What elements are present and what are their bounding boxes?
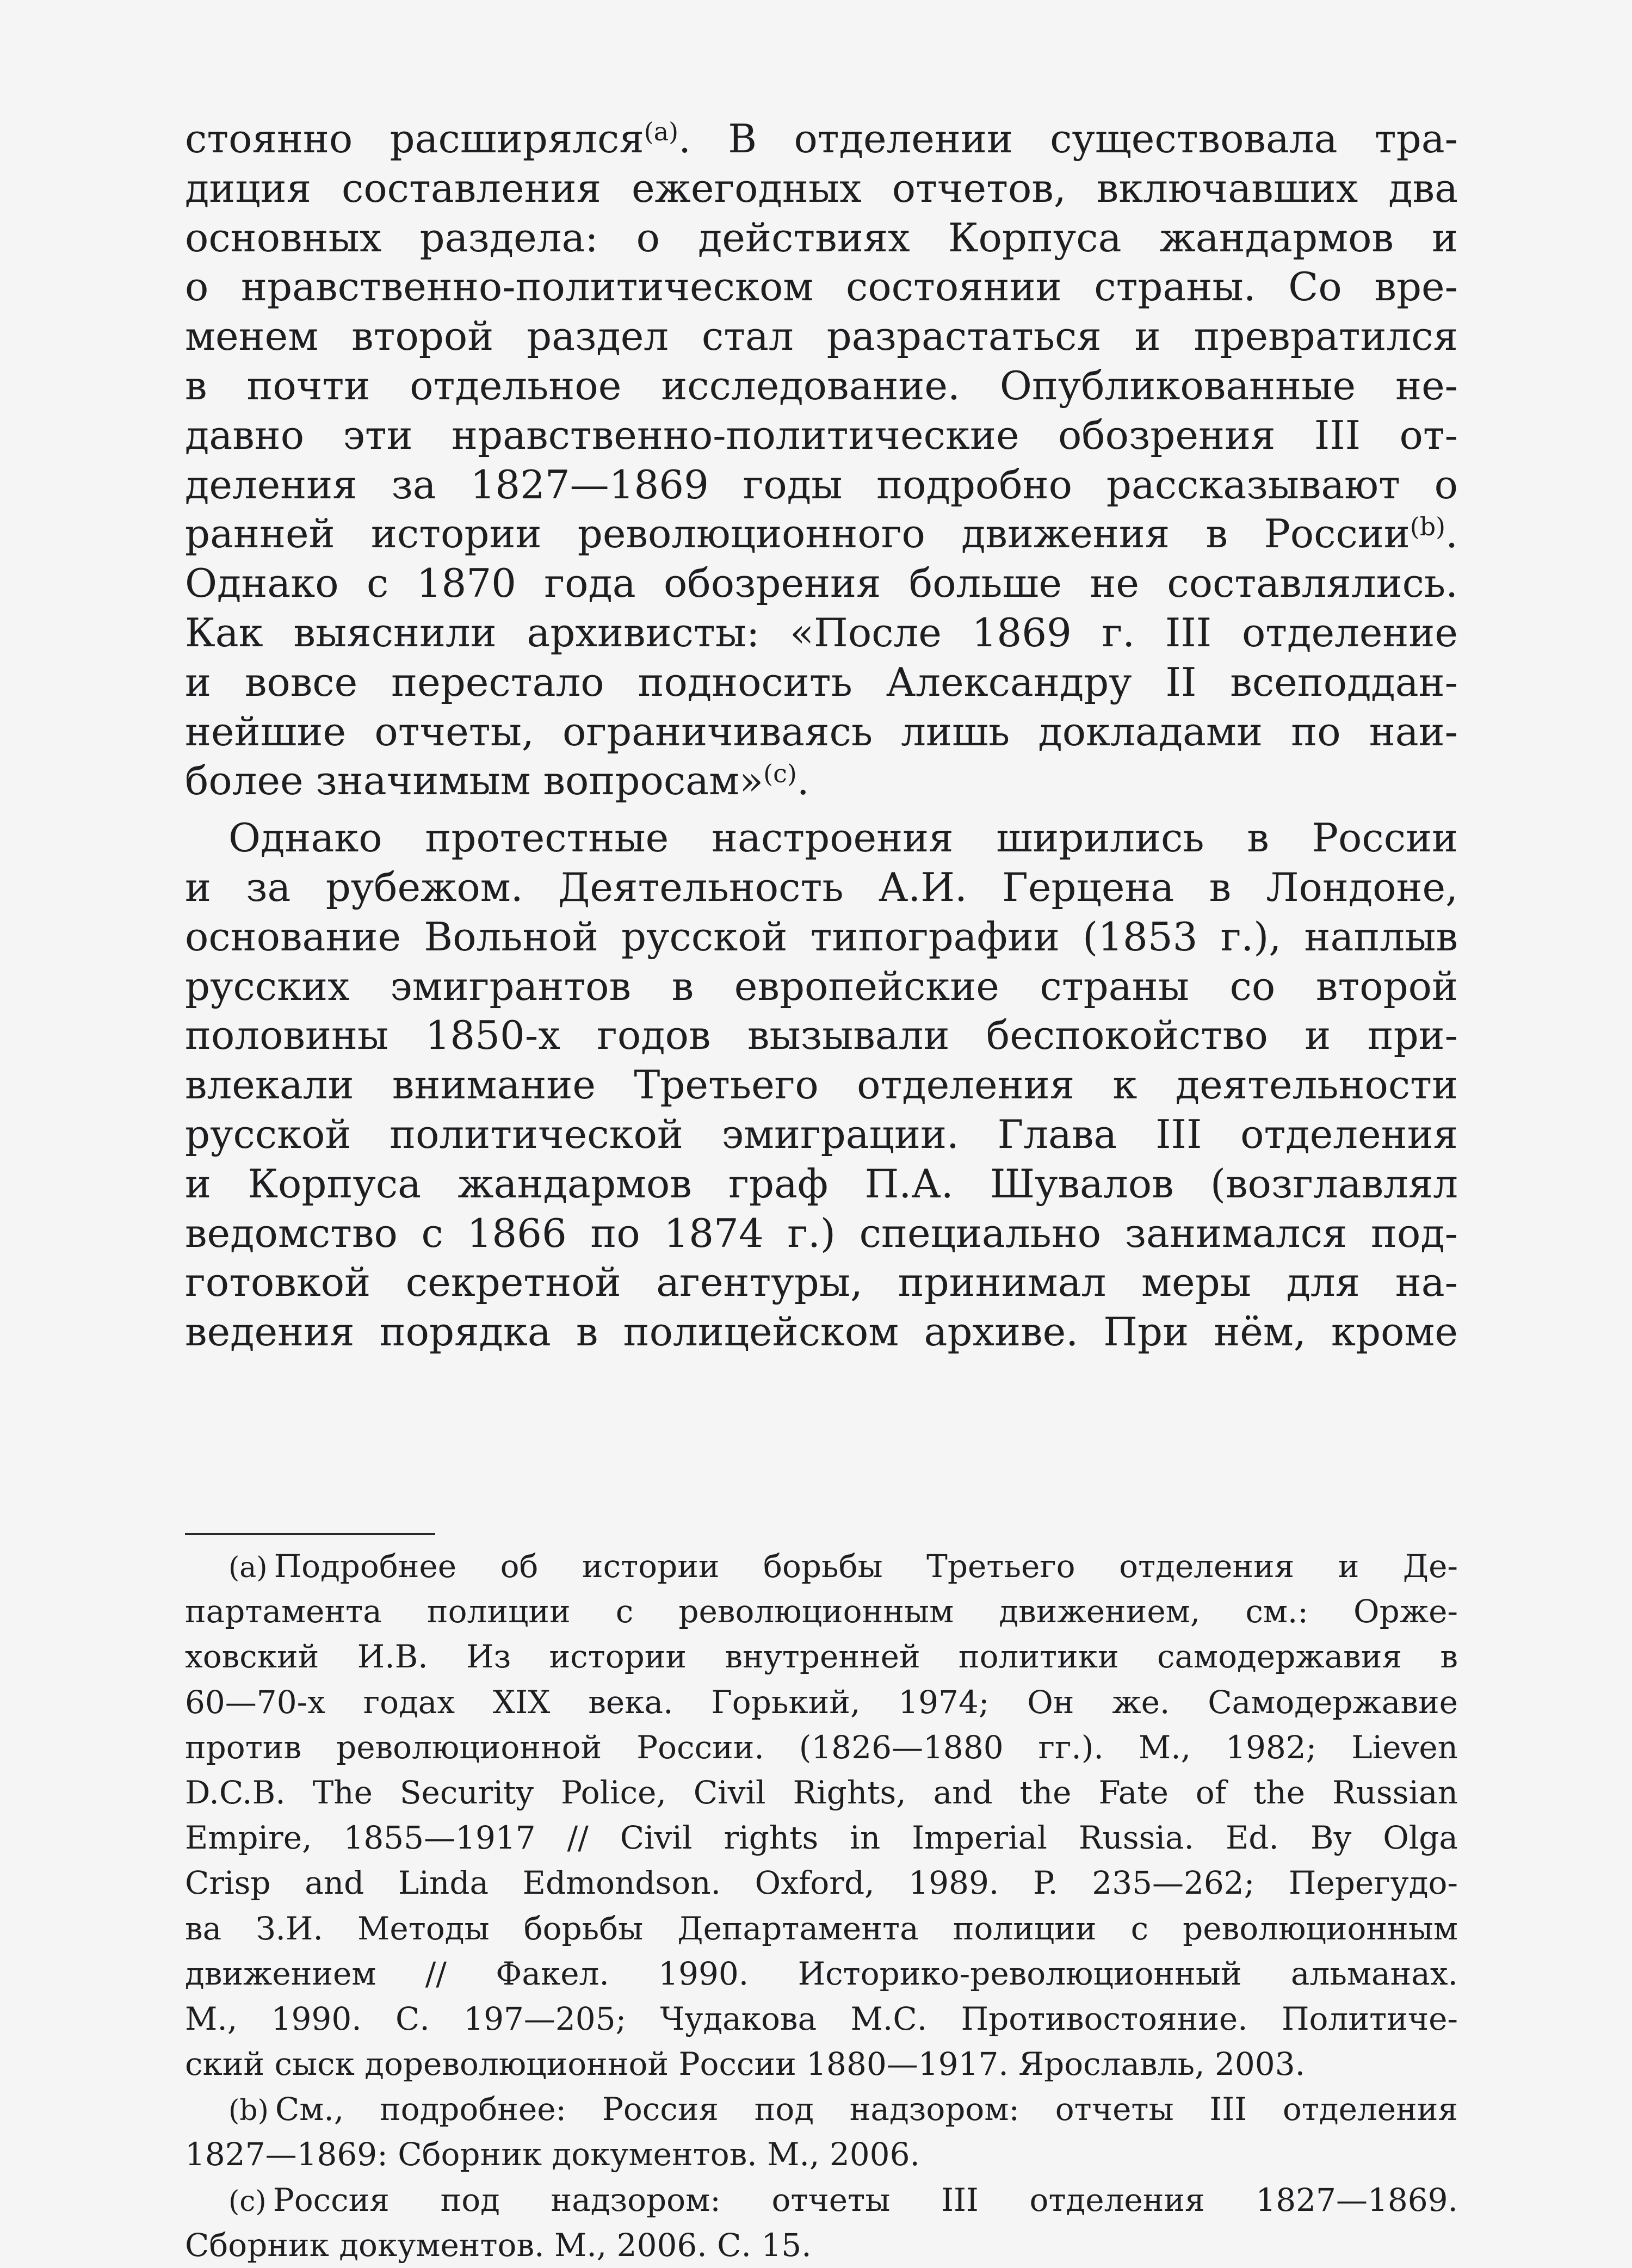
footnote-line: партамента полиции с революционным движением, см.: Орже- [185,1593,1458,1630]
text-line: ведения порядка в полицейском архиве. При нём, кроме [185,1309,1458,1355]
footnote-mark: (c) [228,2185,267,2218]
text-fragment: более значимым вопросам» [185,758,764,804]
text-fragment: . [1445,511,1458,557]
footnote-b [185,2087,1458,2177]
footnote-line: 60—70-х годах XIX века. Горький, 1974; Он же. Самодержавие [185,1683,1458,1721]
text-line [185,756,1458,806]
text-fragment: ранней истории революционного движения в России [185,511,1410,557]
footnote-ref-b[interactable]: (b) [1410,512,1446,542]
footnote-line: 1827—1869: Сборник документов. М., 2006. [185,2136,920,2173]
text-line: и за рубежом. Деятельность А.И. Герцена в Лондоне, [185,864,1458,910]
text-line: Как выяснили архивисты: «После 1869 г. III отделение [185,609,1458,656]
text-line: нейшие отчеты, ограничиваясь лишь докладами по наи- [185,708,1458,755]
footnote-line: М., 1990. С. 197—205; Чудакова М.С. Противостояние. Политиче- [185,2000,1458,2037]
paragraph-1 [185,114,1458,806]
footnote-line [185,2087,1458,2132]
text-line: деления за 1827—1869 годы подробно рассказывают о [185,461,1458,508]
main-text [185,114,1458,1357]
footnotes [185,1544,1458,2268]
footnote-separator [185,1533,435,1535]
footnote-mark: (b) [228,2094,269,2128]
text-line: половины 1850-х годов вызывали беспокойство и при- [185,1012,1458,1059]
footnote-line: ский сыск дореволюционной России 1880—1917. Ярославль, 2003. [185,2045,1306,2083]
footnote-line: ховский И.В. Из истории внутренней политики самодержавия в [185,1638,1458,1676]
footnote-c [185,2178,1458,2268]
text-line: и вовсе перестало подносить Александру II всеподдан- [185,659,1458,705]
book-page [185,114,1458,2264]
footnote-line: Сборник документов. М., 2006. С. 15. [185,2226,812,2264]
footnote-line [185,1544,1458,1589]
footnote-line: D.C.B. The Security Police, Civil Rights, and the Fate of the Russian [185,1773,1458,1811]
text-line: Однако протестные настроения ширились в России [228,815,1458,861]
text-line: русских эмигрантов в европейские страны со второй [185,963,1458,1009]
text-fragment: См., подробнее: Россия под надзором: отчеты III отделения [275,2091,1458,2128]
text-fragment: Подробнее об истории борьбы Третьего отделения и Де- [274,1548,1458,1585]
footnote-a [185,1544,1458,2087]
text-line: ведомство с 1866 по 1874 г.) специально занимался под- [185,1210,1458,1256]
footnote-line: движением // Факел. 1990. Историко-революционный альманах. [185,1955,1458,1992]
footnote-ref-c[interactable]: (c) [763,759,797,789]
text-line: давно эти нравственно-политические обозрения III от- [185,412,1458,458]
text-line: диция составления ежегодных отчетов, включавших два [185,165,1458,211]
text-fragment: . [796,758,809,804]
text-fragment: Россия под надзором: отчеты III отделения 1827—1869. [273,2181,1458,2218]
footnote-line: ва З.И. Методы борьбы Департамента полиции с революционным [185,1909,1458,1947]
text-line: в почти отдельное исследование. Опубликованные не- [185,362,1458,409]
text-line: основание Вольной русской типографии (1853 г.), наплыв [185,913,1458,960]
text-line [185,114,1458,164]
text-line: менем второй раздел стал разрастаться и превратился [185,313,1458,360]
footnote-line [185,2178,1458,2223]
footnote-mark: (a) [228,1552,268,1584]
text-line: Однако с 1870 года обозрения больше не составлялись. [185,560,1458,607]
footnote-ref-a[interactable]: (a) [644,117,679,146]
text-line: о нравственно-политическом состоянии страны. Со вре- [185,264,1458,310]
footnote-line: Crisp and Linda Edmondson. Oxford, 1989. P. 235—262; Перегудо- [185,1864,1458,1902]
text-fragment: . В отделении существовала тра- [678,116,1458,162]
text-line: готовкой секретной агентуры, принимал меры для на- [185,1259,1458,1306]
footnote-line: против революционной России. (1826—1880 гг.). М., 1982; Lieven [185,1728,1458,1766]
text-line: и Корпуса жандармов граф П.А. Шувалов (возглавлял [185,1160,1458,1207]
text-line [185,509,1458,559]
text-line: русской политической эмиграции. Глава III отделения [185,1111,1458,1157]
footnote-line: Empire, 1855—1917 // Civil rights in Imperial Russia. Ed. By Olga [185,1819,1458,1857]
text-line: влекали внимание Третьего отделения к деятельности [185,1062,1458,1108]
text-fragment: стоянно расширялся [185,116,644,162]
paragraph-gap [185,806,1458,813]
text-line: основных раздела: о действиях Корпуса жандармов и [185,214,1458,261]
paragraph-2 [185,813,1458,1357]
